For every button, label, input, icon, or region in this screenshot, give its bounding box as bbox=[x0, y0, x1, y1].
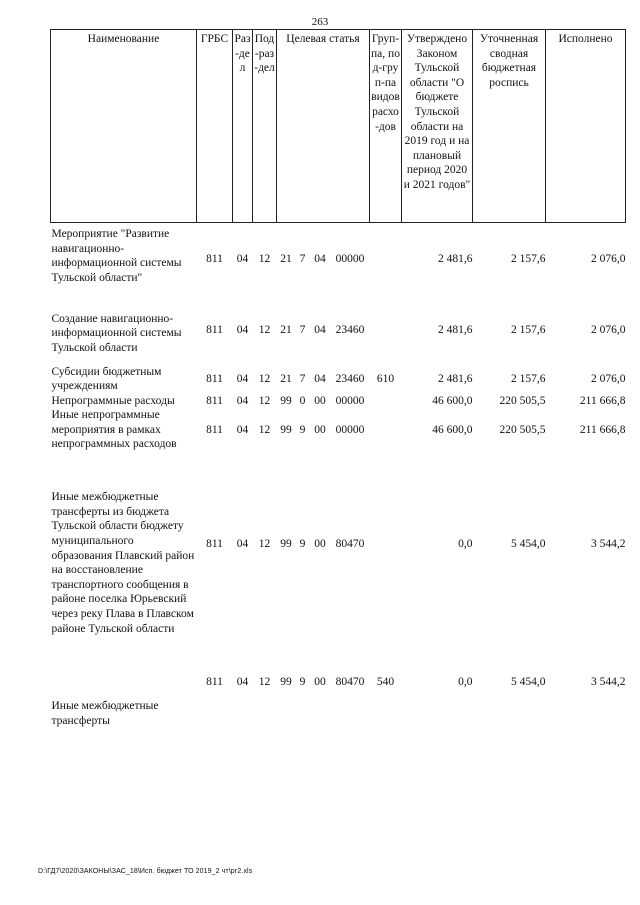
table-row bbox=[51, 223, 626, 297]
cell-podrazdel: 12 bbox=[258, 537, 271, 550]
cell-razdel: 04 bbox=[236, 253, 249, 266]
cell-podrazdel: 12 bbox=[258, 253, 271, 266]
cell-cs1: 99 bbox=[280, 423, 292, 436]
cell-cs1: 21 bbox=[280, 372, 292, 385]
header-podrazdel: Под-раз-дел bbox=[253, 30, 277, 223]
cell-cs4: 23460 bbox=[335, 324, 365, 337]
cell-utv: 2 481,6 bbox=[438, 372, 473, 385]
cell-cs3: 00 bbox=[314, 423, 326, 436]
cell-utv: 46 600,0 bbox=[432, 394, 473, 407]
cell-cs4: 23460 bbox=[335, 372, 365, 385]
cell-grbs: 811 bbox=[206, 423, 223, 436]
file-path-footer: D:\ГД7\2020\ЗАКОНЫ\ЗАС_18\Исп. бюджет ТО 2019_2 чт\рг2.xls bbox=[38, 868, 253, 875]
budget-table bbox=[50, 29, 626, 728]
page-number: 263 bbox=[311, 16, 329, 28]
cell-podrazdel: 12 bbox=[258, 372, 271, 385]
table-header-row bbox=[51, 30, 626, 223]
cell-grbs: 811 bbox=[206, 372, 223, 385]
header-name: Наименование bbox=[51, 30, 197, 223]
cell-name: Иные межбюджетные трансферты bbox=[51, 700, 159, 727]
cell-podrazdel: 12 bbox=[258, 676, 271, 689]
cell-vid bbox=[370, 297, 402, 365]
cell-cs3: 00 bbox=[314, 676, 326, 689]
cell-utoch: 2 157,6 bbox=[511, 253, 546, 266]
cell-utoch: 2 157,6 bbox=[511, 324, 546, 337]
cell-isp: 211 666,8 bbox=[579, 394, 626, 407]
header-ispolneno: Исполнено bbox=[546, 30, 626, 223]
cell-name: Непрограммные расходы bbox=[51, 394, 175, 407]
cell-name: Субсидии бюджетным учреждениям bbox=[51, 365, 162, 393]
cell-name: Мероприятие "Развитие навигационно-информационной системы Тульской области" bbox=[51, 228, 182, 284]
header-vid-rashodov: Груп-па, под-груп-па видов расхо-дов bbox=[370, 30, 402, 223]
cell-cs3: 04 bbox=[314, 253, 326, 266]
cell-utv: 2 481,6 bbox=[438, 324, 473, 337]
cell-cs4: 00000 bbox=[335, 423, 365, 436]
cell-razdel: 04 bbox=[236, 537, 249, 550]
cell-cs1: 21 bbox=[280, 324, 292, 337]
cell-razdel: 04 bbox=[236, 324, 249, 337]
cell-cs4: 00000 bbox=[335, 394, 365, 407]
cell-utoch: 220 505,5 bbox=[499, 423, 546, 436]
cell-utoch: 5 454,0 bbox=[511, 537, 546, 550]
cell-vid: 610 bbox=[376, 372, 395, 385]
header-celevaya-statya: Целевая статья bbox=[277, 30, 370, 223]
header-utverzhdeno: Утверждено Законом Тульской области "О бюджете Тульской области на 2019 год и на плановый период 2020 и 2021 годов" bbox=[402, 30, 473, 223]
cell-cs2: 7 bbox=[299, 324, 306, 337]
cell-isp: 2 076,0 bbox=[591, 372, 626, 385]
cell-vid bbox=[370, 223, 402, 297]
cell-cs2: 9 bbox=[299, 676, 306, 689]
cell-cs1: 99 bbox=[280, 394, 292, 407]
header-grbs: ГРБС bbox=[197, 30, 233, 223]
cell-vid bbox=[370, 394, 402, 409]
cell-isp: 3 544,2 bbox=[591, 676, 626, 689]
cell-utoch: 220 505,5 bbox=[499, 394, 546, 407]
cell-grbs: 811 bbox=[206, 324, 223, 337]
cell-cs3: 04 bbox=[314, 372, 326, 385]
cell-utv: 0,0 bbox=[458, 537, 473, 550]
cell-razdel: 04 bbox=[236, 394, 249, 407]
cell-cs2: 9 bbox=[299, 423, 306, 436]
cell-cs2: 9 bbox=[299, 537, 306, 550]
cell-podrazdel: 12 bbox=[258, 394, 271, 407]
cell-utv: 46 600,0 bbox=[432, 423, 473, 436]
cell-name: Иные межбюджетные трансферты из бюджета Тульской области бюджету муниципального образования Плавский район на восстановление транспортного сообщения в районе поселка Юрьевский через реку Плава в Плавском районе Тульской области bbox=[51, 491, 195, 635]
cell-cs1: 21 bbox=[280, 253, 292, 266]
cell-cs4: 80470 bbox=[335, 537, 365, 550]
cell-cs2: 7 bbox=[299, 253, 306, 266]
cell-vid: 540 bbox=[376, 676, 395, 689]
table-row bbox=[51, 408, 626, 452]
cell-vid bbox=[370, 408, 402, 452]
cell-podrazdel: 12 bbox=[258, 423, 271, 436]
cell-utv: 0,0 bbox=[458, 676, 473, 689]
table-row bbox=[51, 394, 626, 409]
table-row bbox=[51, 297, 626, 365]
cell-isp: 2 076,0 bbox=[591, 324, 626, 337]
cell-utv: 2 481,6 bbox=[438, 253, 473, 266]
header-razdel: Раз-дел bbox=[233, 30, 253, 223]
cell-razdel: 04 bbox=[236, 423, 249, 436]
cell-grbs: 811 bbox=[206, 537, 223, 550]
cell-cs3: 00 bbox=[314, 537, 326, 550]
cell-cs4: 80470 bbox=[335, 676, 365, 689]
cell-razdel: 04 bbox=[236, 372, 249, 385]
cell-grbs: 811 bbox=[206, 253, 223, 266]
cell-isp: 2 076,0 bbox=[591, 253, 626, 266]
cell-cs3: 00 bbox=[314, 394, 326, 407]
cell-isp: 211 666,8 bbox=[579, 423, 626, 436]
cell-cs4: 00000 bbox=[335, 253, 365, 266]
cell-cs3: 04 bbox=[314, 324, 326, 337]
cell-podrazdel: 12 bbox=[258, 324, 271, 337]
cell-cs1: 99 bbox=[280, 537, 292, 550]
table-row bbox=[51, 636, 626, 728]
cell-grbs: 811 bbox=[206, 676, 223, 689]
table-row bbox=[51, 452, 626, 636]
cell-utoch: 5 454,0 bbox=[511, 676, 546, 689]
cell-cs1: 99 bbox=[280, 676, 292, 689]
cell-cs2: 7 bbox=[299, 372, 306, 385]
cell-vid bbox=[370, 452, 402, 636]
table-row bbox=[51, 365, 626, 394]
cell-isp: 3 544,2 bbox=[591, 537, 626, 550]
cell-grbs: 811 bbox=[206, 394, 223, 407]
cell-name: Создание навигационно-информационной системы Тульской области bbox=[51, 312, 182, 354]
cell-name: Иные непрограммные мероприятия в рамках непрограммных расходов bbox=[51, 409, 177, 451]
cell-cs2: 0 bbox=[299, 394, 306, 407]
cell-razdel: 04 bbox=[236, 676, 249, 689]
header-utochnennaya: Уточненная сводная бюджетная роспись bbox=[473, 30, 546, 223]
cell-utoch: 2 157,6 bbox=[511, 372, 546, 385]
